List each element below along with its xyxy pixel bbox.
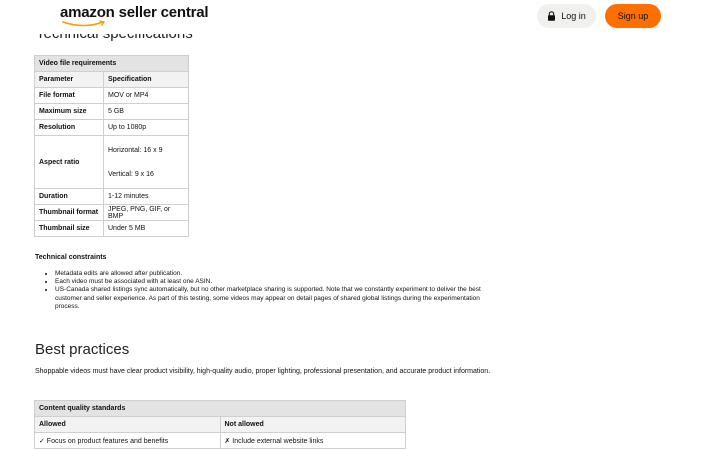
constraints-list — [45, 270, 505, 311]
list-item: • Each video must be associated with at least one ASIN. — [55, 278, 505, 286]
table-row — [35, 433, 406, 449]
table-row — [35, 205, 189, 221]
technical-constraints-heading: Technical constraints — [35, 254, 107, 261]
site-header — [0, 0, 720, 34]
column-header-parameter: Parameter — [35, 72, 104, 88]
value-cell: Under 5 MB — [104, 221, 189, 237]
param-cell: Resolution — [35, 120, 104, 136]
table-row — [35, 221, 189, 237]
aspect-vertical: Vertical: 9 x 16 — [108, 170, 154, 178]
amazon-seller-central-logo[interactable]: amazon seller central — [60, 4, 209, 21]
param-cell: Maximum size — [35, 104, 104, 120]
list-item: • US-Canada shared listings sync automatically, but no other marketplace sharing is supported. Note that we constantly experiment to deliver the best customer and seller experience. As part of this testing, some videos may appear on detail pages of shared global listings during the experimentation process. — [55, 286, 505, 311]
login-label: Log in — [561, 11, 586, 21]
param-cell: Thumbnail format — [35, 205, 104, 221]
param-cell: Thumbnail size — [35, 221, 104, 237]
list-item: • Metadata edits are allowed after publication. — [55, 270, 505, 278]
not-allowed-cell: ✗ Include external website links — [220, 433, 406, 449]
table-caption: Content quality standards — [35, 401, 406, 417]
amazon-smile-icon — [62, 20, 108, 28]
column-header-specification: Specification — [104, 72, 189, 88]
column-header-allowed: Allowed — [35, 417, 221, 433]
allowed-cell: ✓ Focus on product features and benefits — [35, 433, 221, 449]
login-button[interactable] — [537, 4, 596, 28]
param-cell: File format — [35, 88, 104, 104]
column-header-not-allowed: Not allowed — [220, 417, 406, 433]
value-cell: 5 GB — [104, 104, 189, 120]
table-row — [35, 136, 189, 189]
table-row — [35, 189, 189, 205]
video-file-requirements-table — [34, 55, 189, 237]
value-cell: MOV or MP4 — [104, 88, 189, 104]
value-cell — [104, 136, 189, 189]
signup-button[interactable]: Sign up — [605, 4, 661, 28]
value-cell: JPEG, PNG, GIF, or BMP — [104, 205, 189, 221]
content-quality-standards-table — [34, 400, 406, 449]
best-practices-text: Shoppable videos must have clear product visibility, high-quality audio, proper lighting, professional presentation, and accurate product information. — [35, 368, 491, 375]
param-cell: Duration — [35, 189, 104, 205]
value-cell: Up to 1080p — [104, 120, 189, 136]
table-row — [35, 120, 189, 136]
param-cell: Aspect ratio — [35, 136, 104, 189]
table-caption: Video file requirements — [35, 56, 189, 72]
section-title-best-practices: Best practices — [35, 341, 130, 358]
table-row — [35, 88, 189, 104]
aspect-horizontal: Horizontal: 16 x 9 — [108, 146, 163, 154]
table-row — [35, 104, 189, 120]
value-cell: 1-12 minutes — [104, 189, 189, 205]
lock-icon — [547, 11, 556, 21]
